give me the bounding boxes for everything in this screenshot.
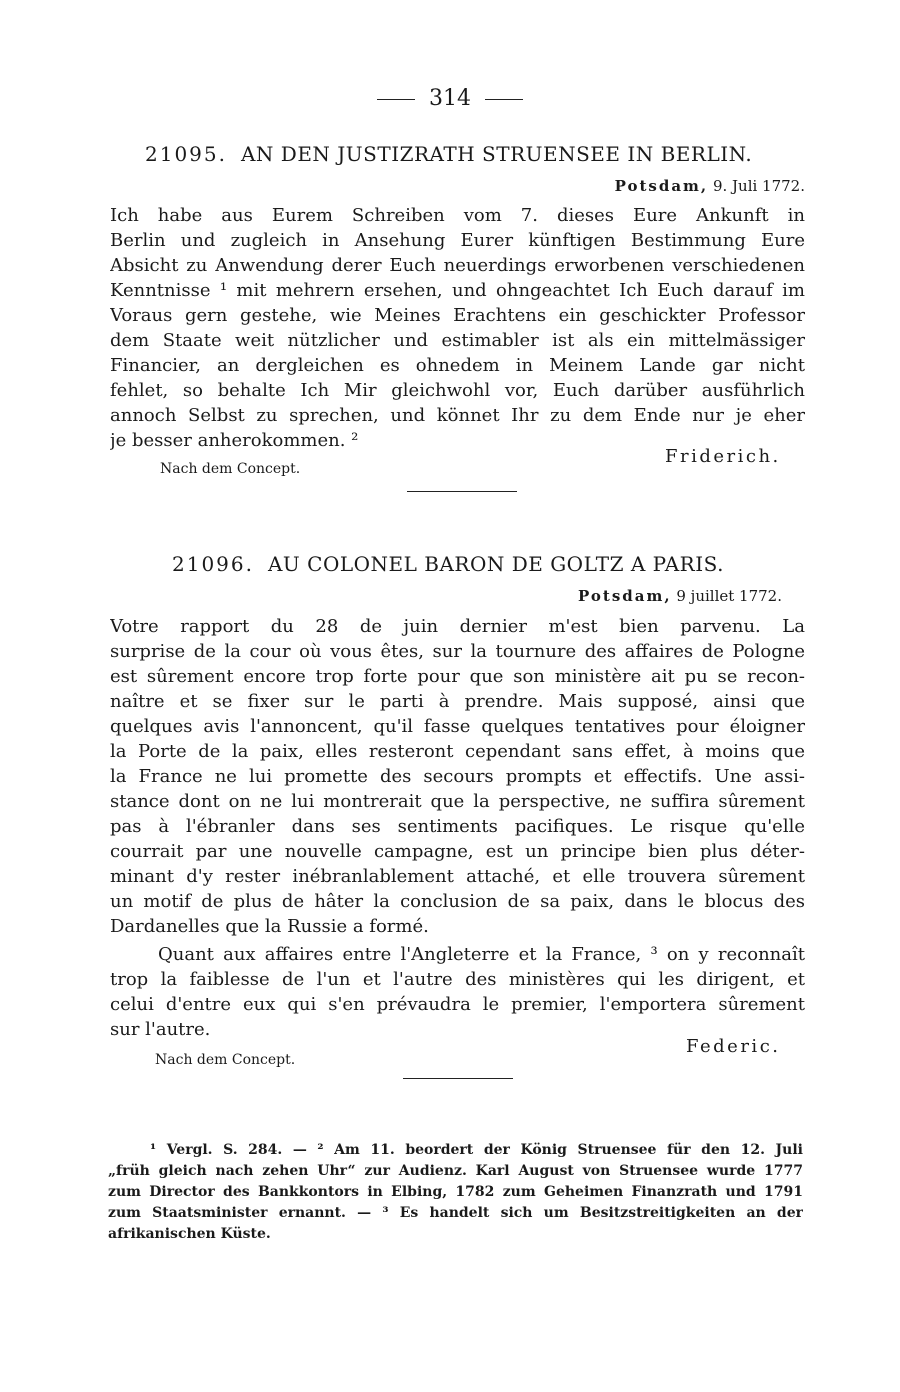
letter1-line-2: Absicht zu Anwendung derer Euch neuerdings erworbenen verschiedenen — [110, 255, 805, 276]
letter2-number: 21096. — [172, 552, 254, 576]
letter2-line-13: Quant aux affaires entre l'Angleterre et la France, ³ on y reconnaît — [158, 944, 805, 965]
letter2-line-12: Dardanelles que la Russie a formé. — [110, 916, 429, 937]
footnote-line-3: zum Staatsminister ernannt. — ³ Es handelt sich um Besitzstreitigkeiten an der — [108, 1205, 803, 1221]
letter2-place: Potsdam, — [578, 587, 672, 605]
letter2-line-5: la Porte de la paix, elles resteront cependant sans effet, à moins que — [110, 741, 805, 762]
letter2-source: Nach dem Concept. — [155, 1052, 296, 1068]
letter1-line-8: annoch Selbst zu sprechen, und könnet Ihr zu dem Ende nur je eher — [110, 405, 805, 426]
letter1-date: 9. Juli 1772. — [712, 177, 805, 195]
letter2-line-3: naître et se fixer sur le parti à prendre. Mais supposé, ainsi que — [110, 691, 805, 712]
letter1-line-4: Voraus gern gestehe, wie Meines Erachtens ein geschickter Professor — [110, 305, 805, 326]
letter2-line-8: pas à l'ébranler dans ses sentiments pacifiques. Le risque qu'elle — [110, 816, 805, 837]
letter1-line-5: dem Staate weit nützlicher und estimabler ist als ein mittelmässiger — [110, 330, 805, 351]
letter2-line-2: est sûrement encore trop forte pour que son ministère ait pu se recon- — [110, 666, 805, 687]
letter1-separator-rule — [407, 491, 517, 492]
letter2-line-14: trop la faiblesse de l'un et l'autre des ministères qui les dirigent, et — [110, 969, 805, 990]
page-number-dash-left — [377, 99, 415, 100]
letter1-place: Potsdam, — [614, 177, 709, 195]
letter2-signature: Federic. — [686, 1036, 781, 1057]
letter2-line-11: un motif de plus de hâter la conclusion de sa paix, dans le blocus des — [110, 891, 805, 912]
letter1-source: Nach dem Concept. — [160, 461, 301, 477]
page-number-dash-right — [485, 99, 523, 100]
letter1-heading — [145, 142, 752, 166]
letter2-line-10: minant d'y rester inébranlablement attaché, et elle trouvera sûrement — [110, 866, 805, 887]
letter2-dateline — [578, 587, 782, 605]
letter1-title: AN DEN JUSTIZRATH STRUENSEE IN BERLIN. — [240, 142, 753, 166]
letter1-line-7: fehlet, so behalte Ich Mir gleichwohl vor, Euch darüber ausführlich — [110, 380, 805, 401]
page-number — [0, 86, 900, 111]
letter2-line-15: celui d'entre eux qui s'en prévaudra le premier, l'emportera sûrement — [110, 994, 805, 1015]
letter1-line-3: Kenntnisse ¹ mit mehrern ersehen, und ohngeachtet Ich Euch darauf im — [110, 280, 805, 301]
letter2-line-16: sur l'autre. — [110, 1019, 211, 1040]
footnote-line-1: „früh gleich nach zehen Uhr“ zur Audienz. Karl August von Struensee wurde 1777 — [108, 1163, 803, 1179]
footnote-line-2: zum Director des Bankkontors in Elbing, 1782 zum Geheimen Finanzrath und 1791 — [108, 1184, 803, 1200]
letter2-date: 9 juillet 1772. — [676, 587, 782, 605]
letter1-line-6: Financier, an dergleichen es ohnedem in Meinem Lande gar nicht — [110, 355, 805, 376]
letter2-separator-rule — [403, 1078, 513, 1079]
letter1-number: 21095. — [145, 142, 227, 166]
letter1-signature: Friderich. — [665, 446, 781, 467]
letter2-line-6: la France ne lui promette des secours prompts et effectifs. Une assi- — [110, 766, 805, 787]
letter2-line-4: quelques avis l'annoncent, qu'il fasse quelques tentatives pour éloigner — [110, 716, 805, 737]
letter2-heading — [172, 552, 724, 576]
letter2-line-9: courrait par une nouvelle campagne, est un principe bien plus déter- — [110, 841, 805, 862]
letter2-line-7: stance dont on ne lui montrerait que la perspective, ne suffira sûrement — [110, 791, 805, 812]
letter2-title: AU COLONEL BARON DE GOLTZ A PARIS. — [267, 552, 724, 576]
letter1-line-0: Ich habe aus Eurem Schreiben vom 7. dieses Eure Ankunft in — [110, 205, 805, 226]
letter1-line-9: je besser anherokommen. ² — [110, 430, 359, 451]
letter1-line-1: Berlin und zugleich in Ansehung Eurer künftigen Bestimmung Eure — [110, 230, 805, 251]
page-number-text: 314 — [429, 86, 471, 111]
footnote-line-0: ¹ Vergl. S. 284. — ² Am 11. beordert der König Struensee für den 12. Juli — [150, 1142, 803, 1158]
letter2-line-0: Votre rapport du 28 de juin dernier m'est bien parvenu. La — [110, 616, 805, 637]
letter1-dateline — [615, 177, 805, 195]
letter2-line-1: surprise de la cour où vous êtes, sur la tournure des affaires de Pologne — [110, 641, 805, 662]
footnote-line-4: afrikanischen Küste. — [108, 1226, 271, 1242]
